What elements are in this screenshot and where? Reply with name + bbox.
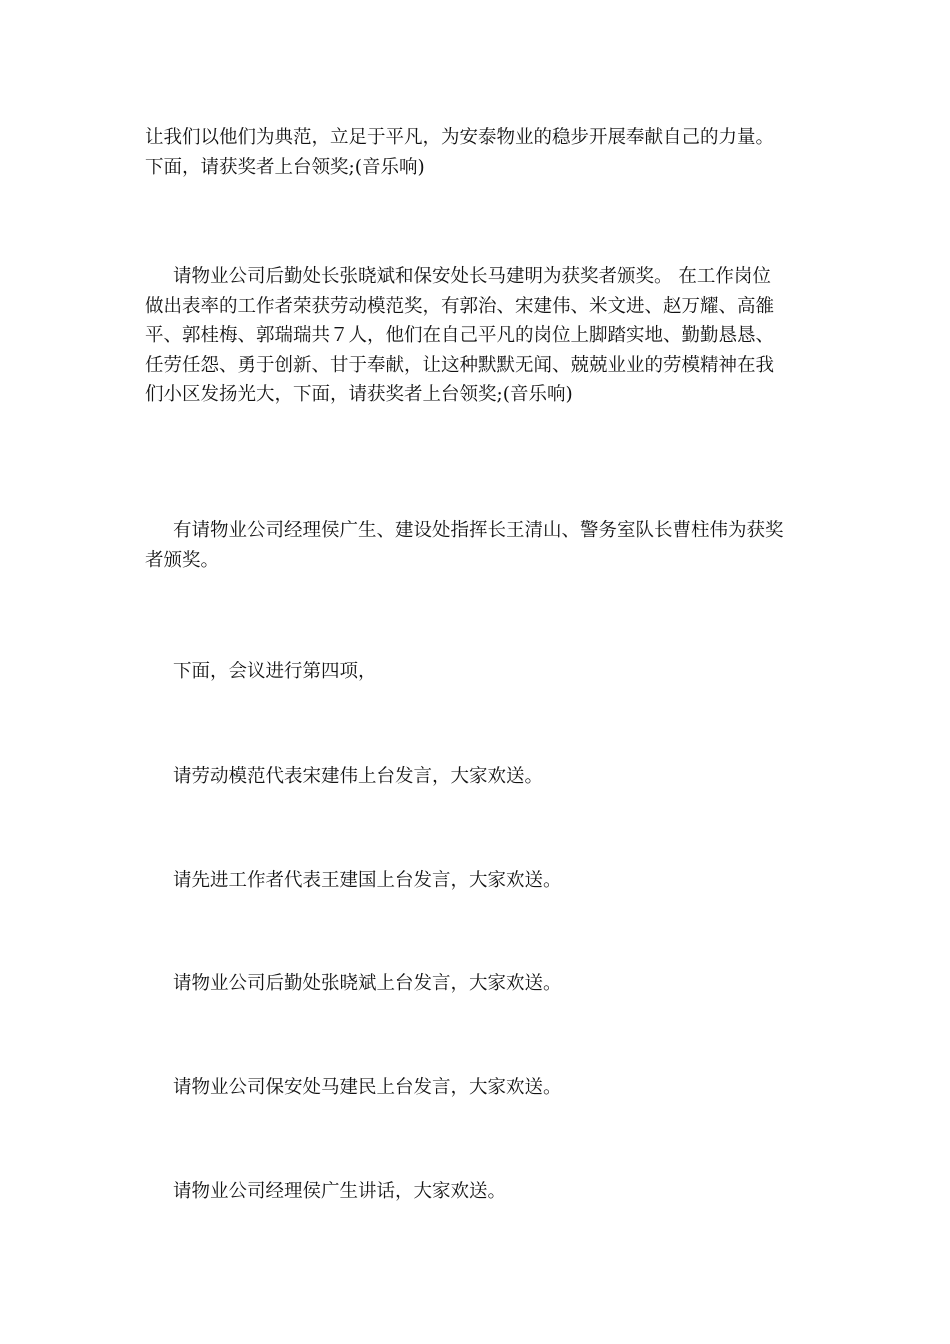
text-line: 下面，会议进行第四项， bbox=[173, 661, 377, 682]
paragraph-speaker-logistics bbox=[145, 969, 810, 999]
text-line: 做出表率的工作者荣获劳动模范奖，有郭治、宋建伟、米文进、赵万耀、高雒 bbox=[145, 295, 775, 317]
paragraph-speaker-security bbox=[145, 1073, 810, 1103]
text-line: 请物业公司后勤处张晓斌上台发言，大家欢送。 bbox=[173, 973, 562, 994]
text-line: 有请物业公司经理侯广生、建设处指挥长王清山、警务室队长曹柱伟为获奖 bbox=[173, 520, 784, 541]
text-line: 任劳任怨、勇于创新、甘于奉献，让这种默默无闻、兢兢业业的劳模精神在我 bbox=[145, 354, 775, 376]
text-line: 们小区发扬光大，下面，请获奖者上台领奖;(音乐响) bbox=[145, 384, 573, 405]
text-line: 请物业公司经理侯广生讲话，大家欢送。 bbox=[173, 1181, 507, 1202]
text-line: 平、郭桂梅、郭瑞瑞共７人，他们在自己平凡的岗位上脚踏实地、勤勤恳恳、 bbox=[145, 325, 775, 346]
text-line: 者颁奖。 bbox=[145, 549, 220, 571]
text-line: 请物业公司后勤处长张晓斌和保安处长马建明为获奖者颁奖。 在工作岗位 bbox=[173, 266, 771, 287]
paragraph-speaker-labor-model bbox=[145, 762, 810, 792]
paragraph-award-presenters bbox=[145, 516, 810, 575]
paragraph-speaker-manager bbox=[145, 1177, 810, 1207]
text-line: 请物业公司保安处马建民上台发言，大家欢送。 bbox=[173, 1077, 562, 1098]
text-line: 请劳动模范代表宋建伟上台发言，大家欢送。 bbox=[173, 766, 544, 787]
paragraph-labor-model-award bbox=[145, 262, 810, 410]
paragraph-closing-remark bbox=[145, 123, 810, 182]
paragraph-speaker-advanced-worker bbox=[145, 866, 810, 896]
paragraph-agenda-item-four bbox=[145, 657, 810, 687]
text-line: 请先进工作者代表王建国上台发言，大家欢送。 bbox=[173, 870, 562, 891]
text-line: 下面，请获奖者上台领奖;(音乐响) bbox=[145, 156, 425, 178]
text-line: 让我们以他们为典范，立足于平凡，为安泰物业的稳步开展奉献自己的力量。 bbox=[145, 127, 775, 148]
